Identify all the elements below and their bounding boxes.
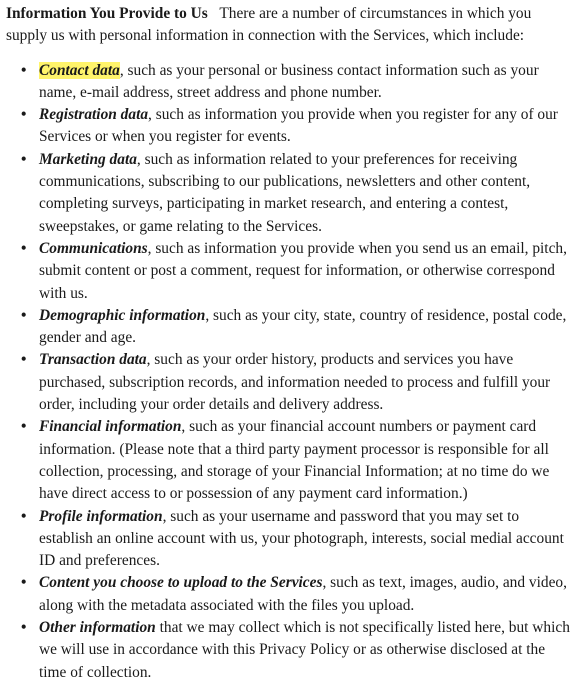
list-item-term: Financial information	[39, 418, 182, 436]
list-item-communications	[6, 238, 574, 305]
list-item-description: , such as information related to your preferences for receiving communications, subscribing to our publications, newsletters and other content, completing surveys, participating in market research, and entering a contest, sweepstakes, or game relating to the Services.	[39, 150, 531, 235]
bullet-icon: •	[21, 106, 27, 124]
list-item-description: , such as your personal or business contact information such as your name, e-mail address, street address and phone number.	[39, 61, 539, 101]
list-item-description: , such as your order history, products and services you have purchased, subscription records, and information needed to process and fulfill your order, including your order details and delivery address.	[39, 351, 551, 414]
list-item-financial-information	[6, 416, 574, 505]
list-item-description: , such as your city, state, country of residence, postal code, gender and age.	[39, 306, 567, 347]
bullet-icon: •	[21, 619, 27, 637]
list-item-term: Profile information	[39, 507, 163, 525]
bullet-icon: •	[21, 150, 27, 168]
list-item-uploaded-content	[6, 572, 574, 617]
list-item-profile-information	[6, 506, 574, 573]
bullet-icon: •	[21, 351, 27, 369]
list-item-term: Contact data	[39, 61, 120, 79]
list-item-term: Transaction data	[39, 351, 147, 369]
section-heading: Information You Provide to Us	[6, 5, 208, 22]
bullet-icon: •	[21, 507, 27, 525]
list-item-other-information	[6, 617, 574, 684]
bullet-icon: •	[21, 574, 27, 592]
list-item-transaction-data	[6, 349, 574, 416]
section-intro-text: There are a number of circumstances in which you supply us with personal information in connection with the Services, which include:	[6, 5, 532, 45]
list-item-description: that we may collect which is not specifically listed here, but which we will use in accordance with this Privacy Policy or as otherwise disclosed at the time of collection.	[39, 619, 570, 681]
bullet-icon: •	[21, 306, 27, 324]
list-item-description: , such as your username and password that you may set to establish an online account with us, your photograph, interests, social medial account ID and preferences.	[39, 507, 564, 570]
list-item-description: , such as information you provide when you send us an email, pitch, submit content or post a comment, request for information, or otherwise correspond with us.	[39, 239, 567, 302]
list-item-term: Content you choose to upload to the Services	[39, 574, 323, 592]
list-item-term: Registration data	[39, 106, 149, 124]
section-intro	[6, 3, 574, 48]
list-item-description: , such as text, images, audio, and video, along with the metadata associated with the files you upload.	[39, 574, 567, 614]
list-item-demographic-information	[6, 305, 574, 350]
list-item-term: Communications	[39, 239, 148, 257]
bullet-icon: •	[21, 239, 27, 257]
list-item-contact-data	[6, 60, 574, 105]
list-item-description: , such as your financial account numbers or payment card information. (Please note that a third party payment processor is responsible for all collection, processing, and storage of your Financial Information; at no time do we have direct access to or possession of any payment card information.)	[39, 418, 550, 503]
list-item-registration-data	[6, 104, 574, 149]
information-list	[6, 60, 574, 684]
privacy-policy-section	[6, 3, 574, 684]
list-item-term: Other information	[39, 619, 156, 637]
bullet-icon: •	[21, 61, 27, 79]
list-item-marketing-data	[6, 149, 574, 238]
bullet-icon: •	[21, 418, 27, 436]
list-item-term: Demographic information	[39, 306, 206, 324]
list-item-description: , such as information you provide when you register for any of our Services or when you register for events.	[39, 106, 558, 146]
list-item-term: Marketing data	[39, 150, 137, 168]
